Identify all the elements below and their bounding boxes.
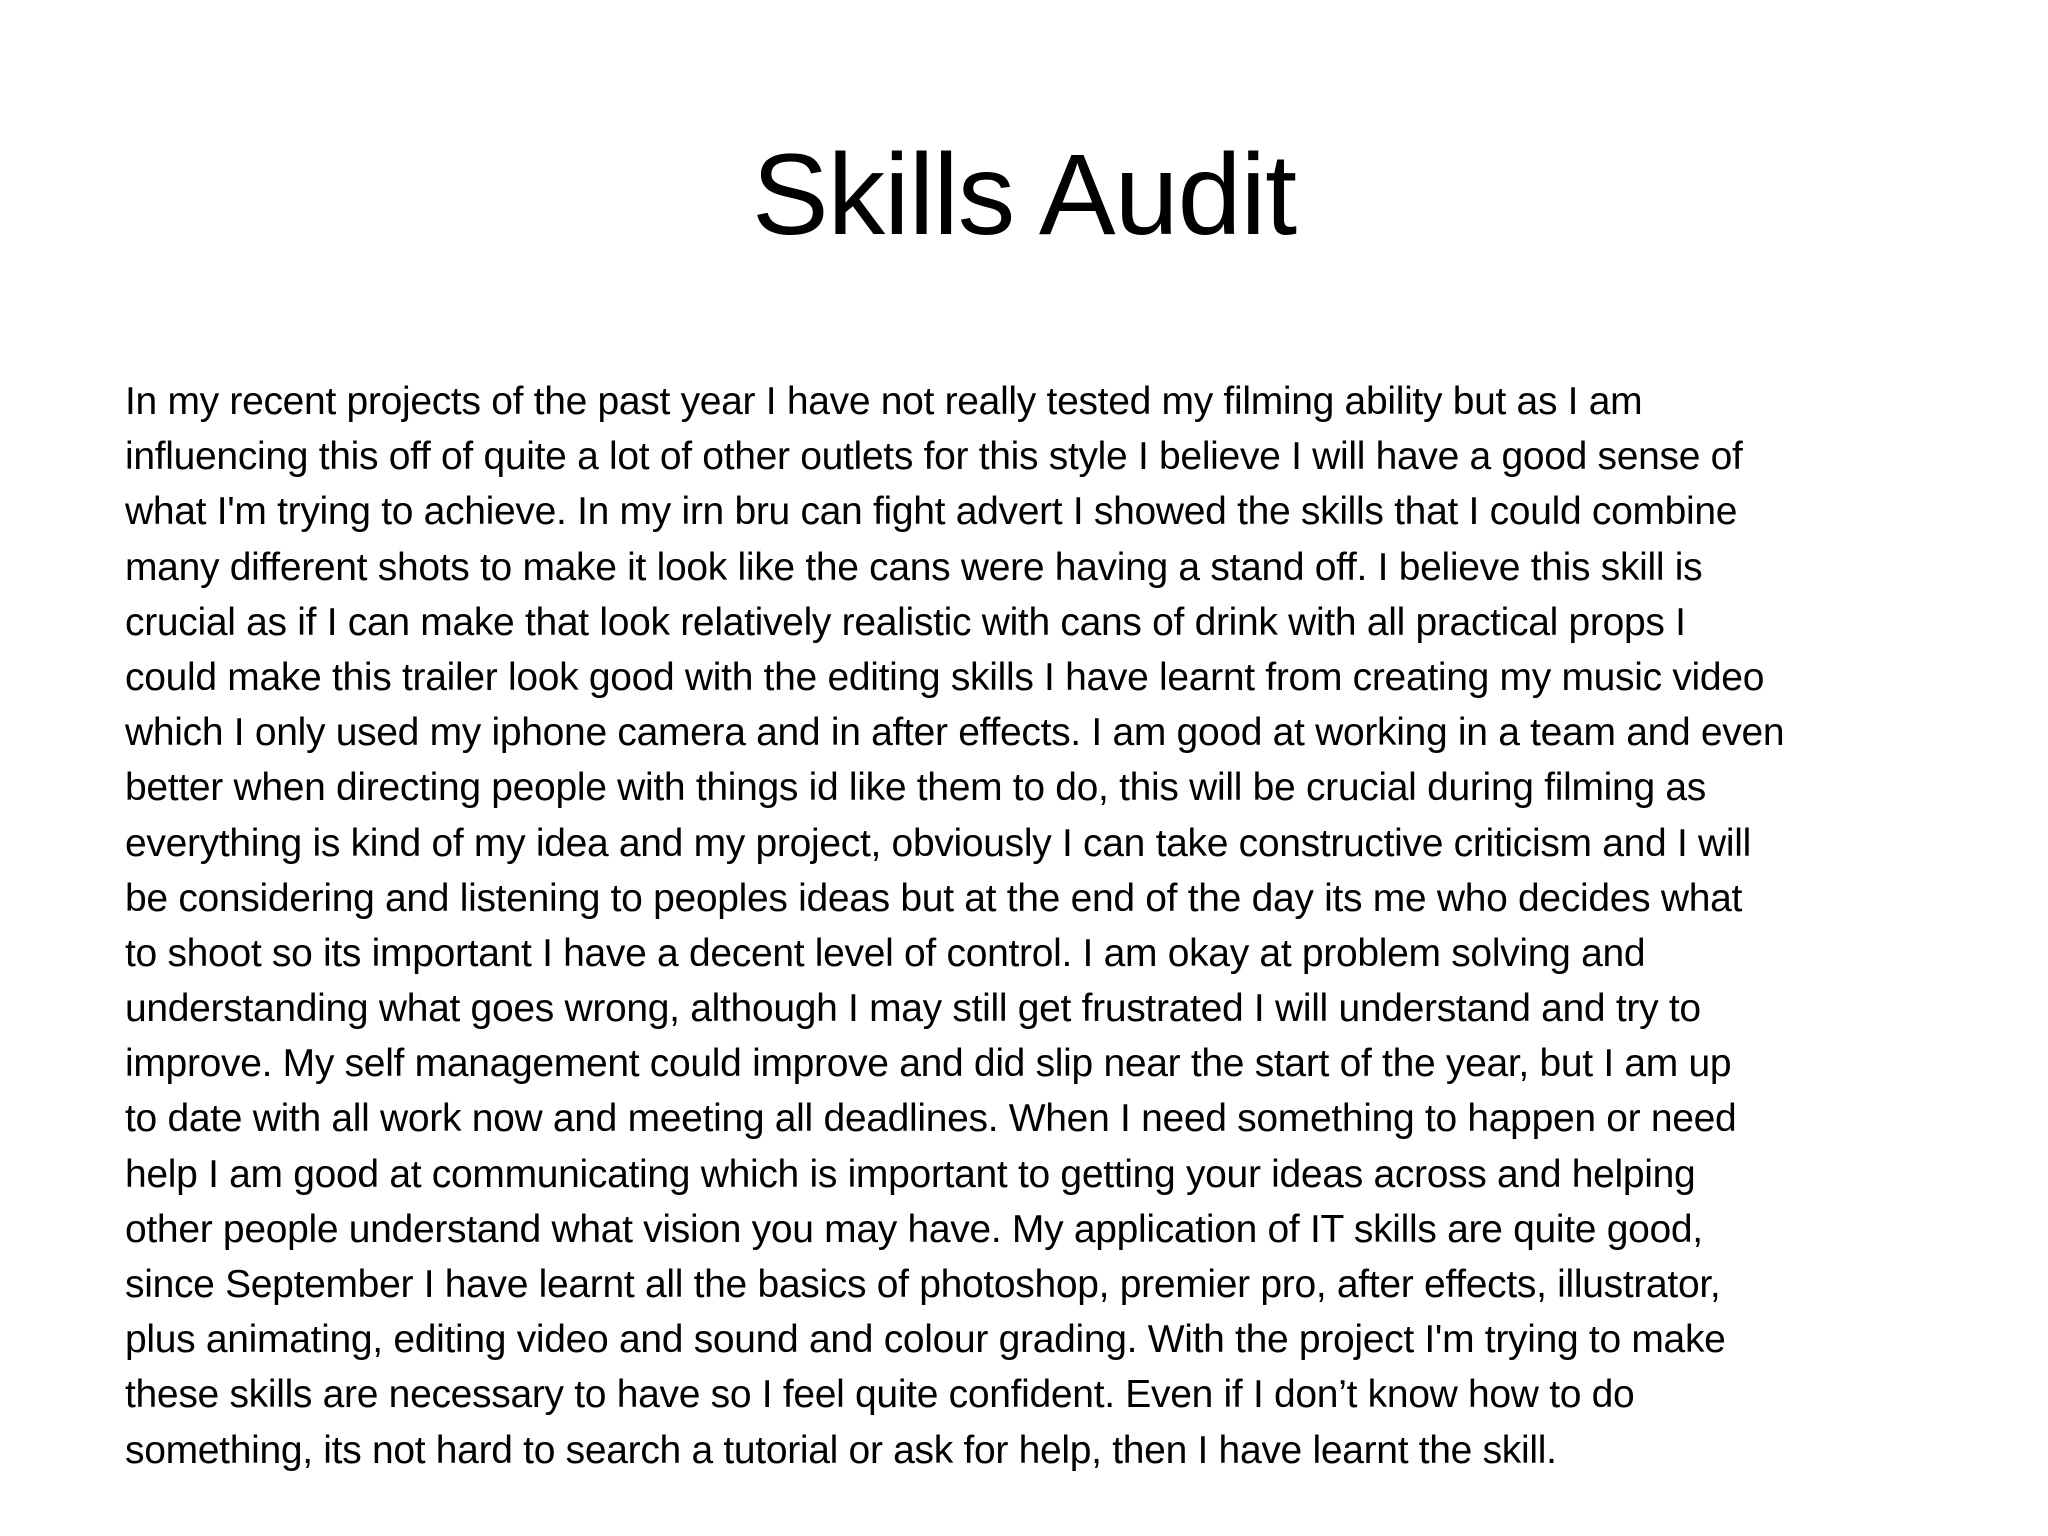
slide-body-text xyxy=(125,374,1985,1478)
body-line: something, its not hard to search a tutorial or ask for help, then I have learnt the skill. xyxy=(125,1428,1557,1472)
body-line: many different shots to make it look like the cans were having a stand off. I believe this skill is xyxy=(125,545,1703,589)
body-line: better when directing people with things id like them to do, this will be crucial during filming as xyxy=(125,766,1706,810)
body-line: be considering and listening to peoples ideas but at the end of the day its me who decides what xyxy=(125,876,1743,920)
body-line: since September I have learnt all the basics of photoshop, premier pro, after effects, illustrator, xyxy=(125,1263,1721,1306)
body-line: could make this trailer look good with the editing skills I have learnt from creating my music video xyxy=(125,655,1765,699)
body-line: influencing this off of quite a lot of other outlets for this style I believe I will have a good sense of xyxy=(125,435,1743,479)
body-line: everything is kind of my idea and my project, obviously I can take constructive criticism and I will xyxy=(125,821,1752,865)
body-line: to date with all work now and meeting all deadlines. When I need something to happen or need xyxy=(125,1097,1737,1141)
body-line: these skills are necessary to have so I feel quite confident. Even if I don’t know how to do xyxy=(125,1373,1635,1417)
body-line: improve. My self management could improve and did slip near the start of the year, but I am up xyxy=(125,1042,1732,1086)
body-line: other people understand what vision you may have. My application of IT skills are quite good, xyxy=(125,1207,1703,1251)
body-line: In my recent projects of the past year I have not really tested my filming ability but as I am xyxy=(125,380,1643,423)
body-line: which I only used my iphone camera and in after effects. I am good at working in a team and even xyxy=(125,711,1785,755)
slide-title: Skills Audit xyxy=(751,131,1297,259)
body-line: what I'm trying to achieve. In my irn bru can fight advert I showed the skills that I could combine xyxy=(125,490,1738,534)
body-line: crucial as if I can make that look relatively realistic with cans of drink with all practical props I xyxy=(125,600,1686,644)
body-line: to shoot so its important I have a decent level of control. I am okay at problem solving and xyxy=(125,931,1646,975)
body-line: plus animating, editing video and sound and colour grading. With the project I'm trying to make xyxy=(125,1318,1726,1362)
body-line: help I am good at communicating which is important to getting your ideas across and helping xyxy=(125,1152,1696,1196)
body-line: understanding what goes wrong, although I may still get frustrated I will understand and try to xyxy=(125,987,1701,1031)
